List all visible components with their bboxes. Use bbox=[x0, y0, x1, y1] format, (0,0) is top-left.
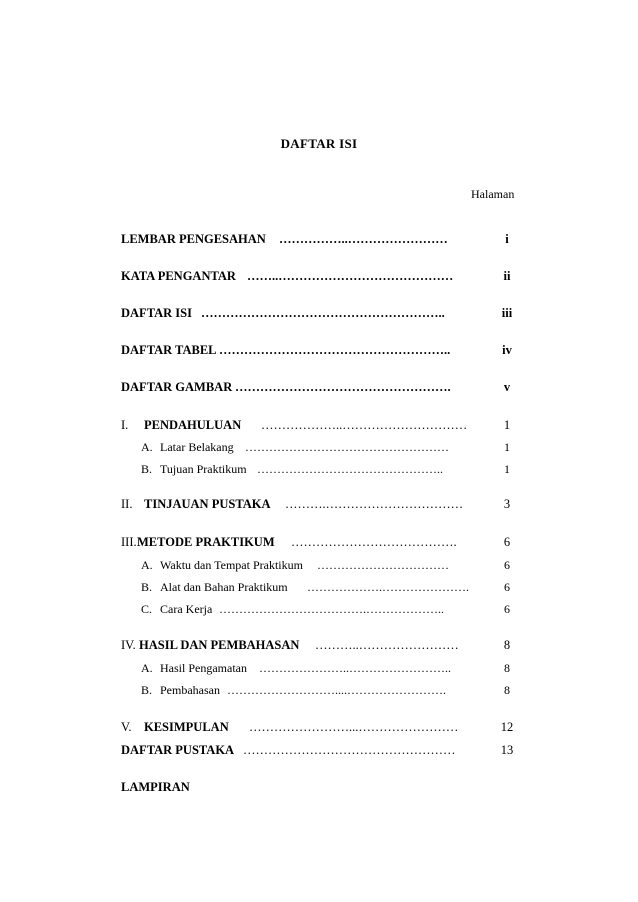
toc-label bbox=[121, 535, 275, 550]
toc-leader: ……………….…………………. bbox=[307, 580, 469, 594]
toc-entry-latar-belakang[interactable] bbox=[121, 440, 517, 456]
toc-label: DAFTAR ISI bbox=[121, 306, 192, 320]
subsection-letter: A. bbox=[141, 558, 153, 572]
toc-leader: ……………..…………………… bbox=[279, 232, 448, 246]
chapter-title: PENDAHULUAN bbox=[144, 418, 242, 432]
toc-leader: ……………………...…………………… bbox=[249, 720, 459, 734]
toc-page-number: 6 bbox=[504, 558, 510, 572]
toc-page-number: i bbox=[505, 232, 509, 246]
subsection-title: Pembahasan bbox=[160, 683, 220, 697]
toc-label bbox=[141, 558, 303, 573]
toc-page-number: 6 bbox=[503, 535, 511, 549]
toc-page-number: ii bbox=[503, 269, 511, 283]
subsection-letter: A. bbox=[141, 661, 153, 675]
toc-entry-lampiran[interactable] bbox=[121, 780, 517, 796]
toc-leader: ……………………………….……………….. bbox=[219, 602, 444, 616]
toc-page-number: iii bbox=[501, 306, 513, 320]
toc-entry-kata-pengantar[interactable] bbox=[121, 269, 517, 285]
toc-label: KATA PENGANTAR bbox=[121, 269, 236, 283]
toc-label bbox=[121, 497, 271, 512]
subsection-letter: C. bbox=[141, 602, 153, 616]
toc-leader: ……….…………………………… bbox=[285, 497, 464, 511]
subsection-title: Cara Kerja bbox=[160, 602, 213, 616]
toc-leader: ……..…………………………………… bbox=[247, 269, 454, 283]
page-title: DAFTAR ISI bbox=[280, 136, 358, 151]
toc-entry-daftar-gambar[interactable] bbox=[121, 380, 517, 396]
chapter-title: HASIL DAN PEMBAHASAN bbox=[139, 638, 300, 652]
toc-label: DAFTAR TABEL bbox=[121, 343, 217, 357]
toc-entry-daftar-tabel[interactable] bbox=[121, 343, 517, 359]
halaman-header: Halaman bbox=[471, 187, 515, 201]
toc-page-number: 8 bbox=[503, 638, 511, 652]
subsection-letter: A. bbox=[141, 440, 153, 454]
chapter-title: KESIMPULAN bbox=[144, 720, 229, 734]
toc-leader: …………………………………………… bbox=[245, 440, 449, 454]
toc-page-number: 1 bbox=[504, 462, 510, 476]
toc-entry-hasil-pengamatan[interactable] bbox=[121, 661, 517, 677]
toc-entry-waktu-dan-tempat[interactable] bbox=[121, 558, 517, 574]
toc-entry-alat-dan-bahan[interactable] bbox=[121, 580, 517, 596]
toc-leader: ……………………………………….. bbox=[257, 462, 443, 476]
toc-page-number: 13 bbox=[500, 743, 514, 757]
chapter-number: V. bbox=[121, 720, 132, 734]
chapter-title: METODE PRAKTIKUM bbox=[137, 535, 275, 549]
toc-entry-daftar-isi[interactable] bbox=[121, 306, 517, 322]
toc-page-number: 3 bbox=[503, 497, 511, 511]
toc-label bbox=[121, 720, 229, 735]
toc-page-number: 8 bbox=[504, 683, 510, 697]
toc-label bbox=[141, 683, 220, 698]
toc-page-number: 6 bbox=[504, 580, 510, 594]
toc-leader: ………………..………………………… bbox=[261, 418, 468, 432]
chapter-title: TINJAUAN PUSTAKA bbox=[144, 497, 271, 511]
chapter-number: II. bbox=[121, 497, 133, 511]
toc-leader: ……………………………………………. bbox=[235, 380, 451, 394]
toc-label bbox=[141, 440, 234, 455]
subsection-letter: B. bbox=[141, 462, 153, 476]
toc-entry-tujuan-praktikum[interactable] bbox=[121, 462, 517, 478]
subsection-title: Tujuan Praktikum bbox=[160, 462, 247, 476]
toc-page-number: 6 bbox=[504, 602, 510, 616]
subsection-title: Waktu dan Tempat Praktikum bbox=[160, 558, 303, 572]
toc-page-number: iv bbox=[502, 343, 512, 357]
toc-leader: …………………………………………… bbox=[243, 743, 456, 757]
toc-label bbox=[141, 580, 288, 595]
toc-entry-kesimpulan[interactable] bbox=[121, 720, 517, 736]
toc-entry-metode-praktikum[interactable] bbox=[121, 535, 517, 551]
toc-page-number: 1 bbox=[503, 418, 511, 432]
toc-leader: …………………………… bbox=[317, 558, 449, 572]
toc-page-number: 12 bbox=[500, 720, 514, 734]
toc-page-number: 8 bbox=[504, 661, 510, 675]
toc-leader: ………………………………………………….. bbox=[201, 306, 445, 320]
toc-page-number: 1 bbox=[504, 440, 510, 454]
toc-leader: …………………………………. bbox=[291, 535, 457, 549]
toc-label: LAMPIRAN bbox=[121, 780, 190, 794]
toc-label bbox=[141, 602, 212, 617]
subsection-letter: B. bbox=[141, 683, 153, 697]
toc-entry-pembahasan[interactable] bbox=[121, 683, 517, 699]
chapter-number: III. bbox=[121, 535, 137, 549]
toc-entry-hasil-dan-pembahasan[interactable] bbox=[121, 638, 517, 654]
chapter-number: IV. bbox=[121, 638, 136, 652]
toc-page-number: v bbox=[503, 380, 511, 394]
toc-label bbox=[141, 661, 247, 676]
toc-label: DAFTAR PUSTAKA bbox=[121, 743, 235, 757]
toc-label: LEMBAR PENGESAHAN bbox=[121, 232, 266, 246]
toc-entry-pendahuluan[interactable] bbox=[121, 418, 517, 434]
toc-label bbox=[121, 638, 299, 653]
toc-label bbox=[121, 418, 241, 433]
toc-leader: ……………………………………………….. bbox=[219, 343, 451, 357]
subsection-title: Latar Belakang bbox=[160, 440, 234, 454]
subsection-title: Hasil Pengamatan bbox=[160, 661, 247, 675]
toc-leader: ………..…………………… bbox=[315, 638, 459, 652]
toc-entry-cara-kerja[interactable] bbox=[121, 602, 517, 618]
subsection-title: Alat dan Bahan Praktikum bbox=[160, 580, 288, 594]
toc-entry-lembar-pengesahan[interactable] bbox=[121, 232, 517, 248]
toc-entry-daftar-pustaka[interactable] bbox=[121, 743, 517, 759]
toc-entry-tinjauan-pustaka[interactable] bbox=[121, 497, 517, 513]
chapter-number: I. bbox=[121, 418, 129, 432]
subsection-letter: B. bbox=[141, 580, 153, 594]
toc-leader: …………………..…………………….. bbox=[259, 661, 451, 675]
toc-leader: ………………………....……………………. bbox=[227, 683, 446, 697]
toc-label: DAFTAR GAMBAR bbox=[121, 380, 233, 394]
toc-label bbox=[141, 462, 247, 477]
